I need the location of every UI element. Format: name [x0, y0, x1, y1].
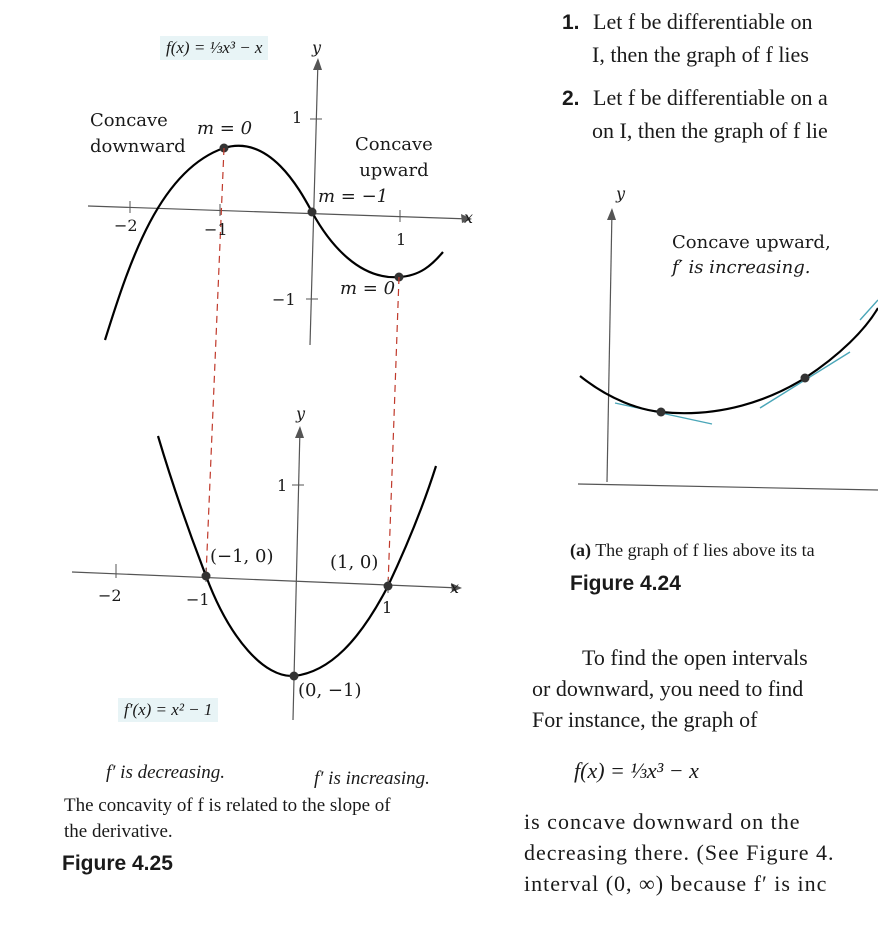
concave-up-line2: upward — [359, 160, 429, 181]
bottom-tick-xneg2: −2 — [98, 586, 122, 605]
top-inflection-point — [308, 208, 317, 217]
top-tick-y1: 1 — [292, 108, 303, 127]
bottom-x-axis-label: x — [450, 578, 460, 597]
right-point-1 — [657, 408, 666, 417]
after-line2: decreasing there. (See Figure 4. — [524, 840, 835, 865]
after-line3: interval (0, ∞) because f′ is inc — [524, 871, 828, 896]
top-tick-xneg1: −1 — [204, 220, 228, 239]
concave-down-label — [90, 108, 186, 160]
after-line1: is concave downward on the — [524, 809, 801, 834]
caption-line2: the derivative. — [64, 821, 173, 842]
bottom-x-axis — [72, 572, 460, 588]
point-left-label: (−1, 0) — [210, 546, 274, 567]
decreasing-note: f′ is decreasing. — [106, 762, 226, 783]
point-vertex-label: (0, −1) — [298, 680, 362, 701]
list-item-2-line1: Let f be differentiable on a — [593, 85, 828, 110]
paragraph — [532, 642, 808, 735]
bottom-y-axis-label: y — [296, 404, 306, 423]
caption-prefix: (a) — [570, 540, 591, 560]
bottom-y-arrow — [295, 426, 304, 438]
right-annotation — [672, 230, 831, 280]
slope-min-label: m = 0 — [340, 278, 396, 299]
right-y-axis — [607, 210, 612, 482]
function-label: f(x) = ⅓x³ − x — [160, 36, 268, 60]
list-item-1-line2: I, then the graph of f lies — [592, 42, 809, 67]
top-tick-xneg2: −2 — [114, 216, 138, 235]
bottom-tick-y1: 1 — [277, 476, 288, 495]
right-curve — [580, 308, 878, 413]
dashed-connector-left — [206, 148, 224, 576]
top-x-axis — [88, 206, 470, 219]
top-y-axis — [310, 60, 318, 345]
bottom-left-root — [202, 572, 211, 581]
bottom-tick-xneg1: −1 — [186, 590, 210, 609]
right-x-axis — [578, 484, 878, 490]
bottom-graph — [72, 426, 462, 720]
after-paragraph — [524, 806, 835, 899]
bottom-tick-x1: 1 — [382, 598, 393, 617]
list-item-2-number: 2. — [562, 87, 580, 110]
slope-max-label: m = 0 — [197, 118, 253, 139]
top-x-axis-label: x — [464, 208, 474, 227]
list-item-2 — [562, 82, 828, 147]
bottom-right-root — [384, 582, 393, 591]
list-item-1-number: 1. — [562, 11, 580, 34]
list-item-2-line2: on I, then the graph of f lie — [592, 118, 828, 143]
caption-text: The graph of f lies above its ta — [595, 540, 815, 560]
point-right-label: (1, 0) — [330, 552, 379, 573]
top-y-arrow — [313, 58, 322, 70]
slope-inflection-label: m = −1 — [318, 186, 389, 207]
top-tick-yneg1: −1 — [272, 290, 296, 309]
figure-4-24-caption — [570, 540, 815, 561]
figure-4-24-label: Figure 4.24 — [570, 572, 681, 595]
right-point-2 — [801, 374, 810, 383]
dashed-connector-right — [388, 277, 399, 586]
paragraph-line1: To find the open intervals — [582, 645, 808, 670]
paragraph-line2: or downward, you need to find — [532, 676, 804, 701]
top-tick-x1: 1 — [396, 230, 407, 249]
concave-up-label — [355, 132, 433, 184]
derivative-label: f′(x) = x² − 1 — [118, 698, 218, 722]
right-annotation-line2: f′ is increasing. — [672, 257, 811, 278]
top-y-axis-label: y — [312, 38, 322, 57]
right-y-axis-label: y — [616, 184, 626, 203]
tangent-line-3 — [860, 300, 878, 320]
concave-down-line2: downward — [90, 136, 186, 157]
display-equation: f(x) = ⅓x³ − x — [574, 758, 699, 783]
figure-4-25-caption — [64, 793, 391, 845]
increasing-note: f′ is increasing. — [314, 768, 430, 789]
right-annotation-line1: Concave upward, — [672, 232, 831, 253]
list-item-1 — [562, 6, 813, 71]
list-item-1-line1: Let f be differentiable on — [593, 9, 813, 34]
paragraph-line3: For instance, the graph of — [532, 707, 758, 732]
concave-up-line1: Concave — [355, 134, 433, 155]
caption-line1: The concavity of f is related to the slope of — [64, 795, 391, 816]
figure-4-25-label: Figure 4.25 — [62, 852, 173, 875]
right-y-arrow — [607, 208, 616, 220]
concave-down-line1: Concave — [90, 110, 168, 131]
